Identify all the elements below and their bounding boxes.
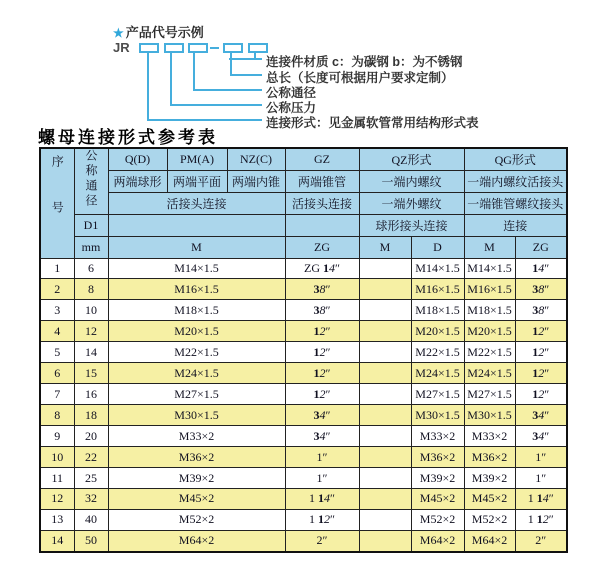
cell-qz-m	[359, 300, 411, 321]
cell-gz-zg: 1 12″	[285, 509, 359, 530]
table-row	[40, 530, 567, 552]
cell-dn: 20	[74, 426, 108, 447]
cell-qg-zg: 1″	[515, 447, 567, 468]
cell-gz-zg: 1″	[285, 468, 359, 489]
table-row	[40, 363, 567, 384]
diagram-title-text: 产品代号示例	[125, 25, 204, 40]
cell-seq: 10	[40, 447, 74, 468]
table-row	[40, 342, 567, 363]
header-conn-qg: 一端锥管螺纹接头	[464, 192, 567, 214]
cell-dn: 6	[74, 258, 108, 279]
header-conn-left: 活接头连接	[108, 192, 285, 214]
cell-qz-d: M16×1.5	[411, 279, 464, 300]
label-material: 连接件材质 c：为碳钢 b：为不锈钢	[266, 55, 463, 69]
cell-seq: 8	[40, 405, 74, 426]
table-row	[40, 405, 567, 426]
connector-line	[147, 119, 262, 121]
cell-m: M36×2	[108, 447, 285, 468]
cell-dn: 8	[74, 279, 108, 300]
cell-qg-m: M20×1.5	[464, 321, 515, 342]
code-box-1	[139, 43, 159, 53]
cell-qg-m: M39×2	[464, 468, 515, 489]
label-total-length: 总长（长度可根据用户要求定制）	[266, 71, 454, 85]
cell-qz-d: M33×2	[411, 426, 464, 447]
cell-gz-zg: 12″	[285, 342, 359, 363]
code-box-2	[164, 43, 184, 53]
table-row	[40, 384, 567, 405]
cell-qz-m	[359, 258, 411, 279]
cell-qg-zg: 1 14″	[515, 488, 567, 509]
cell-seq: 14	[40, 530, 74, 552]
cell-qz-m	[359, 384, 411, 405]
connector-line	[170, 53, 172, 106]
cell-qz-d: M27×1.5	[411, 384, 464, 405]
code-box-3	[188, 43, 208, 53]
cell-gz-zg: 1″	[285, 447, 359, 468]
cell-qg-zg: 1″	[515, 468, 567, 489]
cell-qg-m: M22×1.5	[464, 342, 515, 363]
cell-qz-d: M20×1.5	[411, 321, 464, 342]
header-blank-gz	[285, 214, 359, 236]
product-code-prefix: JR	[113, 40, 130, 55]
header-code-qd: Q(D)	[108, 148, 167, 170]
table-row	[40, 509, 567, 530]
cell-m: M30×1.5	[108, 405, 285, 426]
table-row	[40, 488, 567, 509]
cell-qg-zg: 1 12″	[515, 509, 567, 530]
header-mm: mm	[74, 236, 108, 258]
connector-line	[170, 104, 262, 106]
cell-qz-m	[359, 488, 411, 509]
cell-dn: 40	[74, 509, 108, 530]
cell-m: M45×2	[108, 488, 285, 509]
cell-qg-m: M64×2	[464, 530, 515, 552]
header-desc-qd: 两端球形	[108, 170, 167, 192]
cell-qg-zg: 12″	[515, 321, 567, 342]
cell-dn: 16	[74, 384, 108, 405]
header-desc-nzc: 两端内锥	[227, 170, 285, 192]
cell-m: M18×1.5	[108, 300, 285, 321]
code-dash	[210, 47, 219, 49]
cell-qz-m	[359, 468, 411, 489]
table-row	[40, 279, 567, 300]
header-code-gz: GZ	[285, 148, 359, 170]
cell-qg-zg: 34″	[515, 405, 567, 426]
cell-qz-d: M22×1.5	[411, 342, 464, 363]
cell-qz-m	[359, 363, 411, 384]
star-icon: ★	[113, 26, 124, 40]
header-desc-pma: 两端平面	[167, 170, 227, 192]
table-title: 螺母连接形式参考表	[38, 128, 218, 147]
cell-qg-m: M14×1.5	[464, 258, 515, 279]
cell-m: M24×1.5	[108, 363, 285, 384]
cell-qz-d: M18×1.5	[411, 300, 464, 321]
cell-seq: 2	[40, 279, 74, 300]
cell-qz-d: M45×2	[411, 488, 464, 509]
cell-seq: 12	[40, 488, 74, 509]
cell-m: M52×2	[108, 509, 285, 530]
cell-qg-zg: 38″	[515, 279, 567, 300]
cell-gz-zg: 38″	[285, 300, 359, 321]
cell-gz-zg: 12″	[285, 363, 359, 384]
cell-m: M39×2	[108, 468, 285, 489]
header-desc-qz: 一端内螺纹	[359, 170, 464, 192]
header-unit-m-qg: M	[464, 236, 515, 258]
cell-qg-m: M27×1.5	[464, 384, 515, 405]
header-d1: D1	[74, 214, 108, 236]
cell-gz-zg: ZG 14″	[285, 258, 359, 279]
cell-qg-m: M45×2	[464, 488, 515, 509]
header-row-descs	[40, 170, 567, 192]
cell-dn: 22	[74, 447, 108, 468]
cell-gz-zg: 2″	[285, 530, 359, 552]
header-code-qz: QZ形式	[359, 148, 464, 170]
header-unit-m-qz: M	[359, 236, 411, 258]
header-blank-left	[108, 214, 285, 236]
cell-qg-zg: 38″	[515, 300, 567, 321]
cell-qg-m: M24×1.5	[464, 363, 515, 384]
cell-qg-zg: 34″	[515, 426, 567, 447]
cell-qz-m	[359, 279, 411, 300]
label-nominal-press: 公称压力	[266, 101, 317, 115]
cell-gz-zg: 34″	[285, 405, 359, 426]
connector-line	[193, 53, 195, 91]
connector-line	[229, 58, 262, 60]
cell-qg-m: M16×1.5	[464, 279, 515, 300]
cell-gz-zg: 38″	[285, 279, 359, 300]
connector-line	[193, 89, 262, 91]
cell-qz-m	[359, 321, 411, 342]
header-dn-label: 公称通径	[84, 149, 98, 210]
cell-gz-zg: 34″	[285, 426, 359, 447]
cell-seq: 1	[40, 258, 74, 279]
cell-qg-zg: 2″	[515, 530, 567, 552]
cell-seq: 4	[40, 321, 74, 342]
cell-qg-m: M52×2	[464, 509, 515, 530]
cell-qz-d: M24×1.5	[411, 363, 464, 384]
cell-gz-zg: 1 14″	[285, 488, 359, 509]
table-row	[40, 426, 567, 447]
diagram-title	[113, 22, 204, 41]
header-dn	[74, 148, 108, 214]
cell-qz-d: M64×2	[411, 530, 464, 552]
cell-qg-m: M36×2	[464, 447, 515, 468]
header-desc-gz: 两端锥管	[285, 170, 359, 192]
cell-seq: 13	[40, 509, 74, 530]
cell-qz-m	[359, 530, 411, 552]
cell-m: M16×1.5	[108, 279, 285, 300]
table-row	[40, 300, 567, 321]
header-row-units	[40, 236, 567, 258]
header-unit-zg-gz: ZG	[285, 236, 359, 258]
cell-qz-m	[359, 405, 411, 426]
cell-seq: 11	[40, 468, 74, 489]
header-unit-d-qz: D	[411, 236, 464, 258]
cell-m: M64×2	[108, 530, 285, 552]
cell-qz-m	[359, 509, 411, 530]
header-row-codes	[40, 148, 567, 170]
header-code-pma: PM(A)	[167, 148, 227, 170]
header-connect: 连接	[464, 214, 567, 236]
cell-qz-m	[359, 447, 411, 468]
cell-dn: 25	[74, 468, 108, 489]
cell-m: M27×1.5	[108, 384, 285, 405]
header-seq	[40, 148, 74, 258]
header-row-d1	[40, 214, 567, 236]
cell-m: M33×2	[108, 426, 285, 447]
cell-dn: 50	[74, 530, 108, 552]
cell-seq: 7	[40, 384, 74, 405]
cell-qg-zg: 12″	[515, 384, 567, 405]
header-ball-joint: 球形接头连接	[359, 214, 464, 236]
cell-dn: 14	[74, 342, 108, 363]
table-row	[40, 447, 567, 468]
header-unit-m-left: M	[108, 236, 285, 258]
table-row	[40, 258, 567, 279]
header-seq-label: 序号	[50, 155, 65, 248]
code-box-5	[248, 43, 268, 53]
header-conn-qz: 一端外螺纹	[359, 192, 464, 214]
cell-qg-m: M30×1.5	[464, 405, 515, 426]
header-desc-qg: 一端内螺纹活接头	[464, 170, 567, 192]
cell-dn: 32	[74, 488, 108, 509]
code-box-4	[223, 43, 243, 53]
cell-seq: 3	[40, 300, 74, 321]
table-row	[40, 321, 567, 342]
header-row-connection	[40, 192, 567, 214]
cell-gz-zg: 12″	[285, 321, 359, 342]
label-conn-form: 连接形式：见金属软管常用结构形式表	[266, 116, 479, 130]
cell-gz-zg: 12″	[285, 384, 359, 405]
cell-m: M20×1.5	[108, 321, 285, 342]
cell-seq: 5	[40, 342, 74, 363]
header-conn-gz: 活接头连接	[285, 192, 359, 214]
cell-qz-d: M36×2	[411, 447, 464, 468]
connector-line	[147, 53, 149, 121]
cell-m: M14×1.5	[108, 258, 285, 279]
header-code-qg: QG形式	[464, 148, 567, 170]
label-nominal-dia: 公称通径	[266, 86, 317, 100]
cell-qz-d: M30×1.5	[411, 405, 464, 426]
cell-dn: 15	[74, 363, 108, 384]
table-row	[40, 468, 567, 489]
cell-dn: 10	[74, 300, 108, 321]
cell-qz-m	[359, 426, 411, 447]
cell-qz-d: M39×2	[411, 468, 464, 489]
cell-qg-m: M18×1.5	[464, 300, 515, 321]
header-code-nzc: NZ(C)	[227, 148, 285, 170]
nut-connection-table	[39, 147, 568, 553]
table-body	[40, 258, 567, 552]
cell-qz-d: M14×1.5	[411, 258, 464, 279]
cell-qg-zg: 14″	[515, 258, 567, 279]
connector-line	[230, 53, 232, 76]
cell-qg-zg: 12″	[515, 363, 567, 384]
cell-qg-zg: 12″	[515, 342, 567, 363]
connector-line	[230, 74, 262, 76]
cell-seq: 6	[40, 363, 74, 384]
cell-qg-m: M33×2	[464, 426, 515, 447]
cell-qz-d: M52×2	[411, 509, 464, 530]
cell-dn: 12	[74, 321, 108, 342]
cell-dn: 18	[74, 405, 108, 426]
cell-m: M22×1.5	[108, 342, 285, 363]
cell-qz-m	[359, 342, 411, 363]
cell-seq: 9	[40, 426, 74, 447]
header-unit-zg-qg: ZG	[515, 236, 567, 258]
